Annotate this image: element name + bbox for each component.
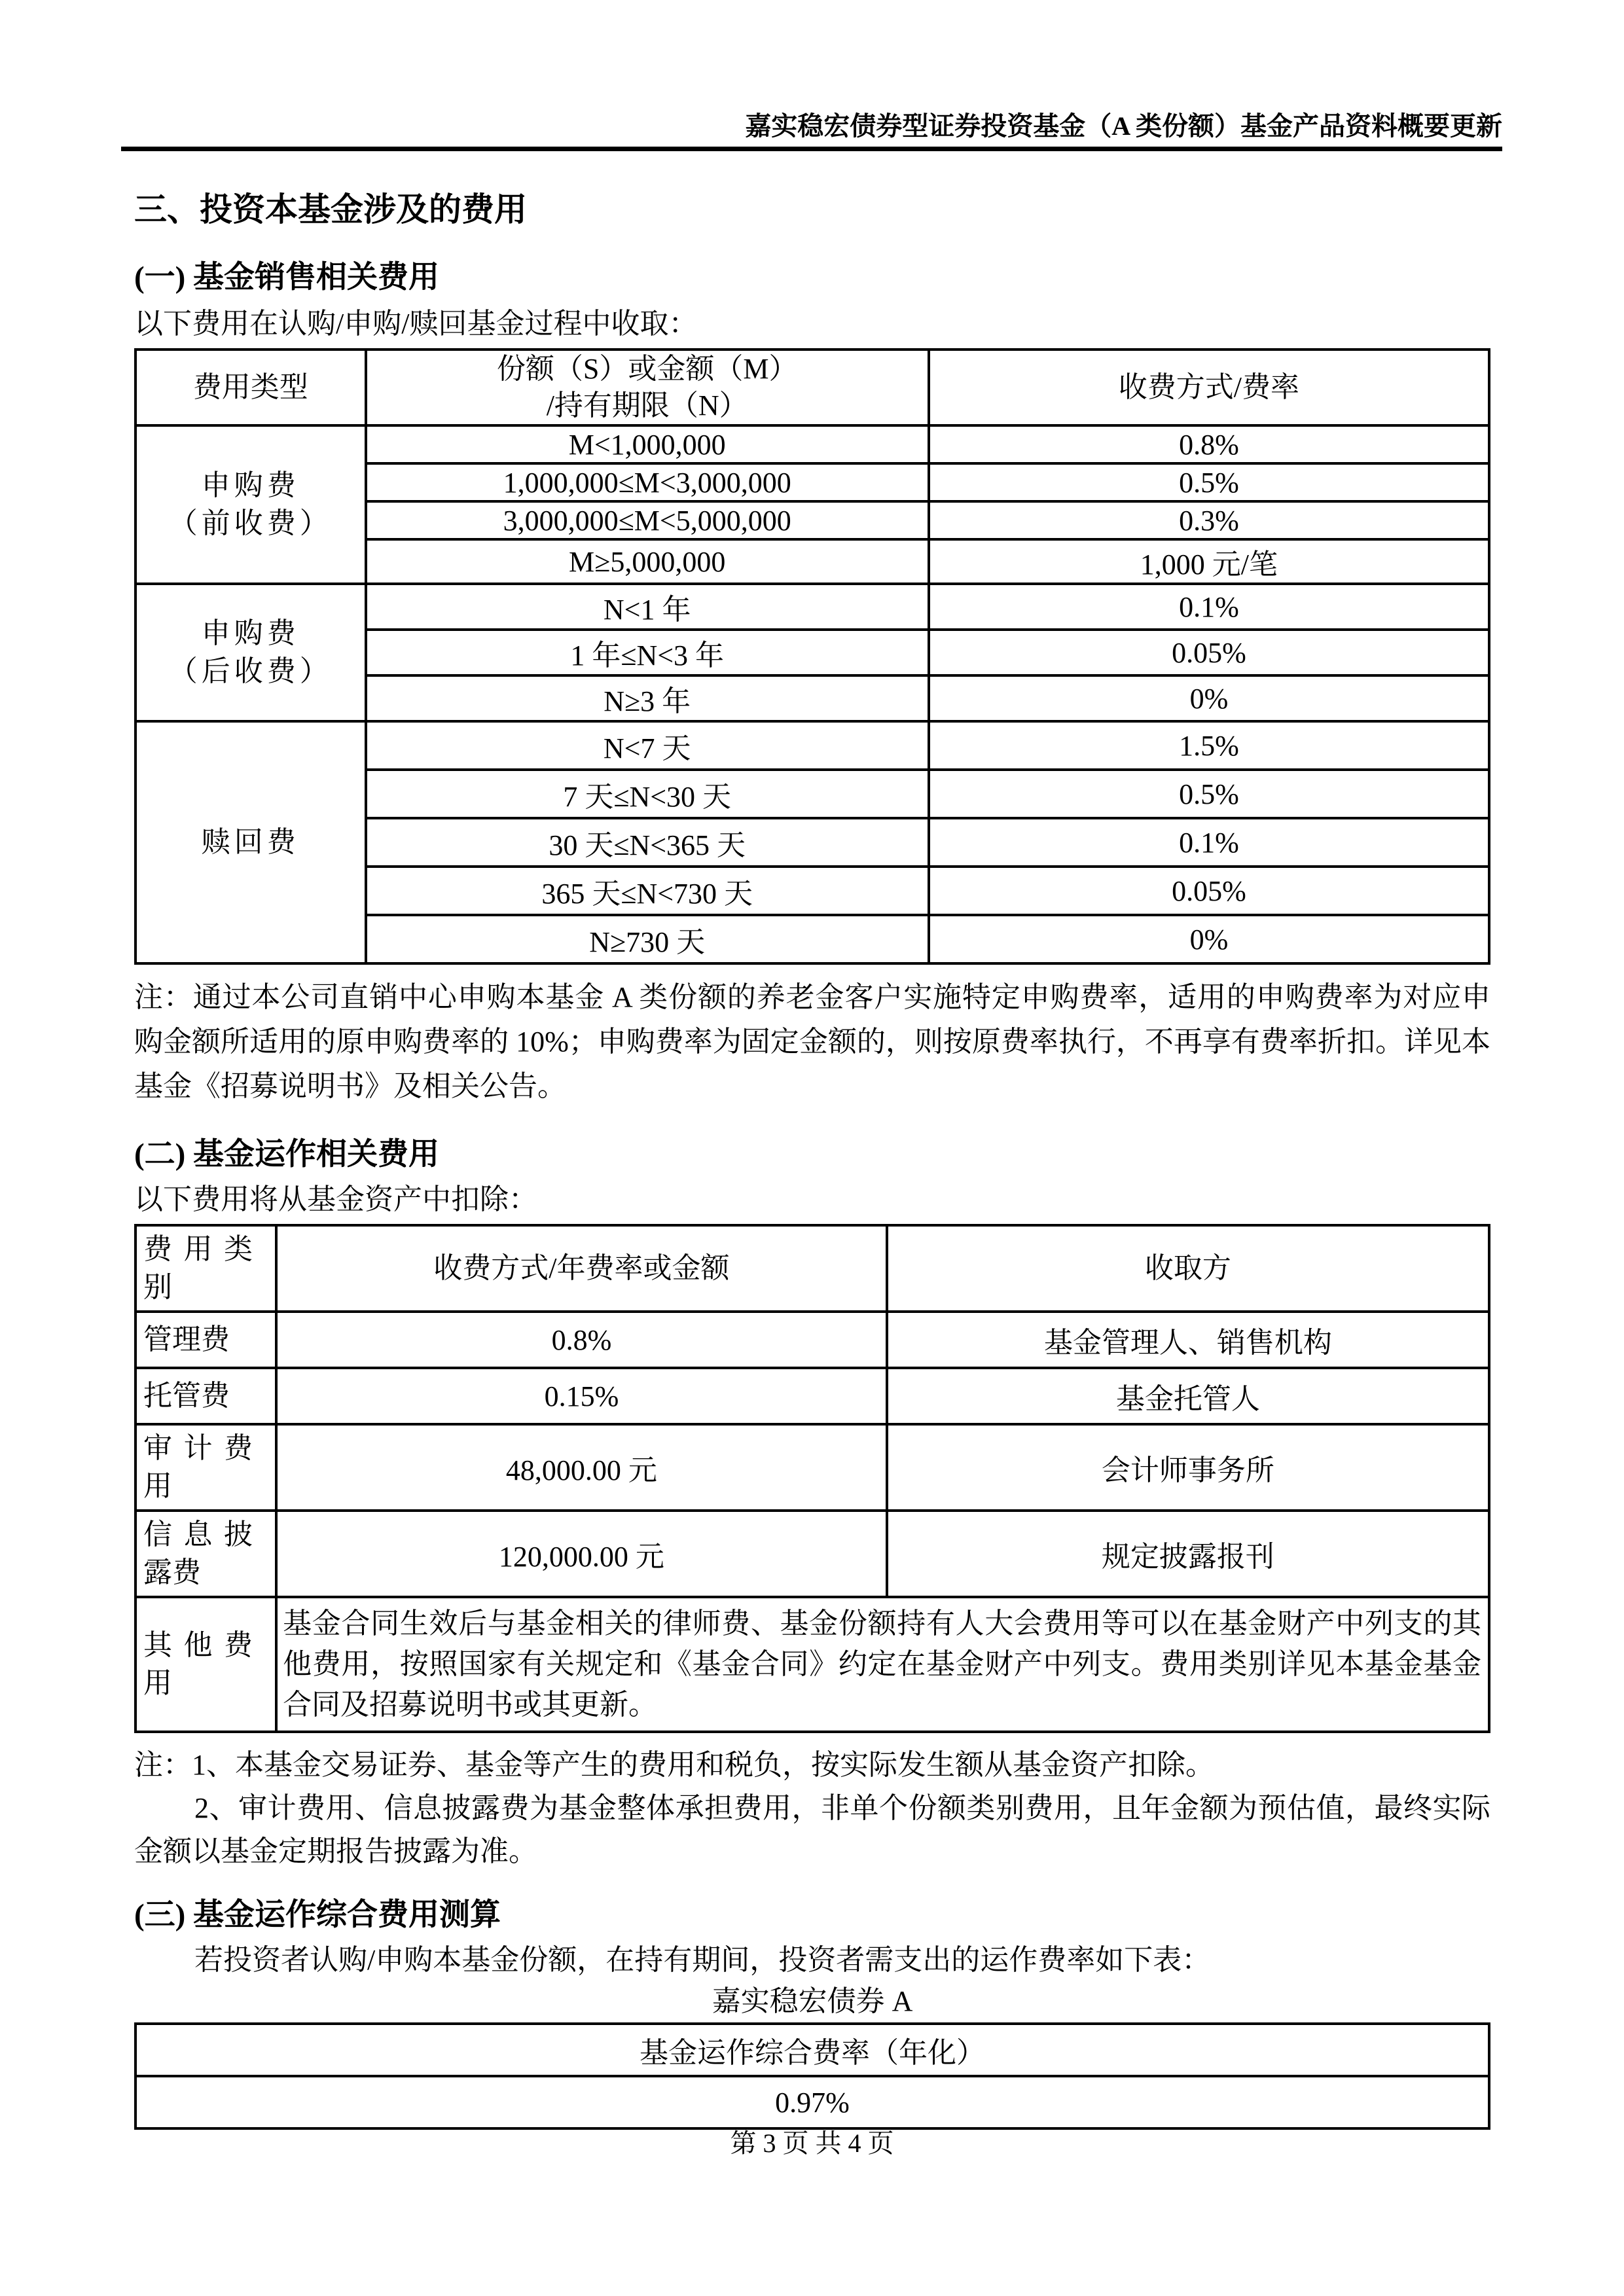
header-collector: 收取方 — [887, 1225, 1489, 1312]
operating-fee-table — [134, 1224, 1490, 1733]
rate-cell: 0.5% — [929, 770, 1489, 818]
running-header-title: 嘉实稳宏债券型证券投资基金（A 类份额）基金产品资料概要更新 — [745, 111, 1502, 141]
table-row — [135, 584, 1489, 630]
table-row — [135, 1312, 1489, 1368]
rate-cell: 0.05% — [929, 867, 1489, 915]
fee-name-cell: 审计费用 — [135, 1424, 276, 1511]
fee-name-cell: 管理费 — [135, 1312, 276, 1368]
rate-cell: 0% — [929, 675, 1489, 721]
rate-cell: 0% — [929, 915, 1489, 963]
table-row — [135, 2024, 1489, 2076]
fee-name-cell: 托管费 — [135, 1368, 276, 1424]
range-cell: 1,000,000≤M<3,000,000 — [366, 463, 929, 501]
comprehensive-heading: (三) 基金运作综合费用测算 — [134, 1898, 501, 1932]
range-cell: N≥3 年 — [366, 675, 929, 721]
rate-cell: 0.05% — [929, 630, 1489, 675]
range-cell: M≥5,000,000 — [366, 539, 929, 584]
fee-group-subscription-front — [135, 425, 366, 584]
other-fees-description-cell: 基金合同生效后与基金相关的律师费、基金份额持有人大会费用等可以在基金财产中列支的其他费用，按照国家有关规定和《基金合同》约定在基金财产中列支。费用类别详见本基金基金合同及招募说明书或其更新。 — [276, 1597, 1489, 1732]
sales-fee-table — [134, 348, 1490, 965]
header-share-amount-line1: 份额（S）或金额（M） — [496, 353, 798, 385]
group-label-line1: 赎回费 — [201, 826, 300, 858]
rate-cell: 1,000 元/笔 — [929, 539, 1489, 584]
operating-fee-table-header-row — [135, 1225, 1489, 1312]
table-row — [135, 1597, 1489, 1732]
operating-fees-intro: 以下费用将从基金资产中扣除： — [134, 1183, 537, 1215]
operating-fees-heading: (二) 基金运作相关费用 — [134, 1138, 440, 1172]
rate-cell: 0.5% — [929, 463, 1489, 501]
fee-collector-cell: 基金托管人 — [887, 1368, 1489, 1424]
table-row — [135, 2076, 1489, 2128]
comprehensive-intro: 若投资者认购/申购本基金份额，在持有期间，投资者需支出的运作费率如下表： — [194, 1944, 1211, 1976]
page-number: 第 3 页 共 4 页 — [730, 2128, 894, 2158]
header-rate: 收费方式/费率 — [929, 350, 1489, 425]
fee-collector-cell: 基金管理人、销售机构 — [887, 1312, 1489, 1368]
section-title: 三、投资本基金涉及的费用 — [134, 191, 527, 228]
header-fee-type: 费用类型 — [135, 350, 366, 425]
group-label-line1: 申购费 — [201, 469, 300, 501]
table-row — [135, 1511, 1489, 1597]
range-cell: 1 年≤N<3 年 — [366, 630, 929, 675]
range-cell: N<7 天 — [366, 721, 929, 770]
range-cell: N<1 年 — [366, 584, 929, 630]
rate-cell: 0.1% — [929, 818, 1489, 867]
group-label-line1: 申购费 — [201, 617, 300, 649]
fee-name-cell: 信息披露费 — [135, 1511, 276, 1597]
fee-group-subscription-back — [135, 584, 366, 721]
comprehensive-fee-table — [134, 2022, 1490, 2130]
header-share-amount — [366, 350, 929, 425]
fund-share-label: 嘉实稳宏债券 A — [712, 1985, 913, 2017]
header-fee-category: 费用类别 — [135, 1225, 276, 1312]
fee-value-cell: 0.15% — [276, 1368, 887, 1424]
operating-fees-note-2: 2、审计费用、信息披露费为基金整体承担费用，非单个份额类别费用，且年金额为预估值，最终实际金额以基金定期报告披露为准。 — [134, 1792, 1490, 1867]
sales-fees-intro: 以下费用在认购/申购/赎回基金过程中收取： — [134, 308, 698, 340]
range-cell: N≥730 天 — [366, 915, 929, 963]
comprehensive-fee-header-cell: 基金运作综合费率（年化） — [135, 2024, 1489, 2076]
rate-cell: 1.5% — [929, 721, 1489, 770]
sales-fees-note: 注：通过本公司直销中心申购本基金 A 类份额的养老金客户实施特定申购费率，适用的申购费率为对应申购金额所适用的原申购费率的 10%；申购费率为固定金额的，则按原费率执行，不再享有费率折扣。详见本基金《招募说明书》及相关公告。 — [134, 981, 1490, 1102]
range-cell: 7 天≤N<30 天 — [366, 770, 929, 818]
fee-name-cell: 其他费用 — [135, 1597, 276, 1732]
group-label-line2: （前收费） — [168, 507, 333, 539]
fee-collector-cell: 会计师事务所 — [887, 1424, 1489, 1511]
document-body — [134, 0, 1490, 2130]
group-label-line2: （后收费） — [168, 655, 333, 687]
table-row — [135, 721, 1489, 770]
fee-value-cell: 0.8% — [276, 1312, 887, 1368]
table-row — [135, 1368, 1489, 1424]
table-row — [135, 1424, 1489, 1511]
header-share-amount-line2: /持有期限（N） — [546, 389, 748, 422]
fee-group-redemption — [135, 721, 366, 963]
header-method: 收费方式/年费率或金额 — [276, 1225, 887, 1312]
range-cell: 365 天≤N<730 天 — [366, 867, 929, 915]
rate-cell: 0.3% — [929, 501, 1489, 539]
sales-fees-heading: (一) 基金销售相关费用 — [134, 260, 440, 295]
comprehensive-fee-value-cell: 0.97% — [135, 2076, 1489, 2128]
range-cell: 3,000,000≤M<5,000,000 — [366, 501, 929, 539]
table-row — [135, 425, 1489, 463]
range-cell: 30 天≤N<365 天 — [366, 818, 929, 867]
sales-fee-table-header-row — [135, 350, 1489, 425]
fee-value-cell: 48,000.00 元 — [276, 1424, 887, 1511]
fee-value-cell: 120,000.00 元 — [276, 1511, 887, 1597]
rate-cell: 0.1% — [929, 584, 1489, 630]
rate-cell: 0.8% — [929, 425, 1489, 463]
range-cell: M<1,000,000 — [366, 425, 929, 463]
fee-collector-cell: 规定披露报刊 — [887, 1511, 1489, 1597]
operating-fees-note-1: 注：1、本基金交易证券、基金等产生的费用和税负，按实际发生额从基金资产扣除。 — [134, 1749, 1214, 1781]
